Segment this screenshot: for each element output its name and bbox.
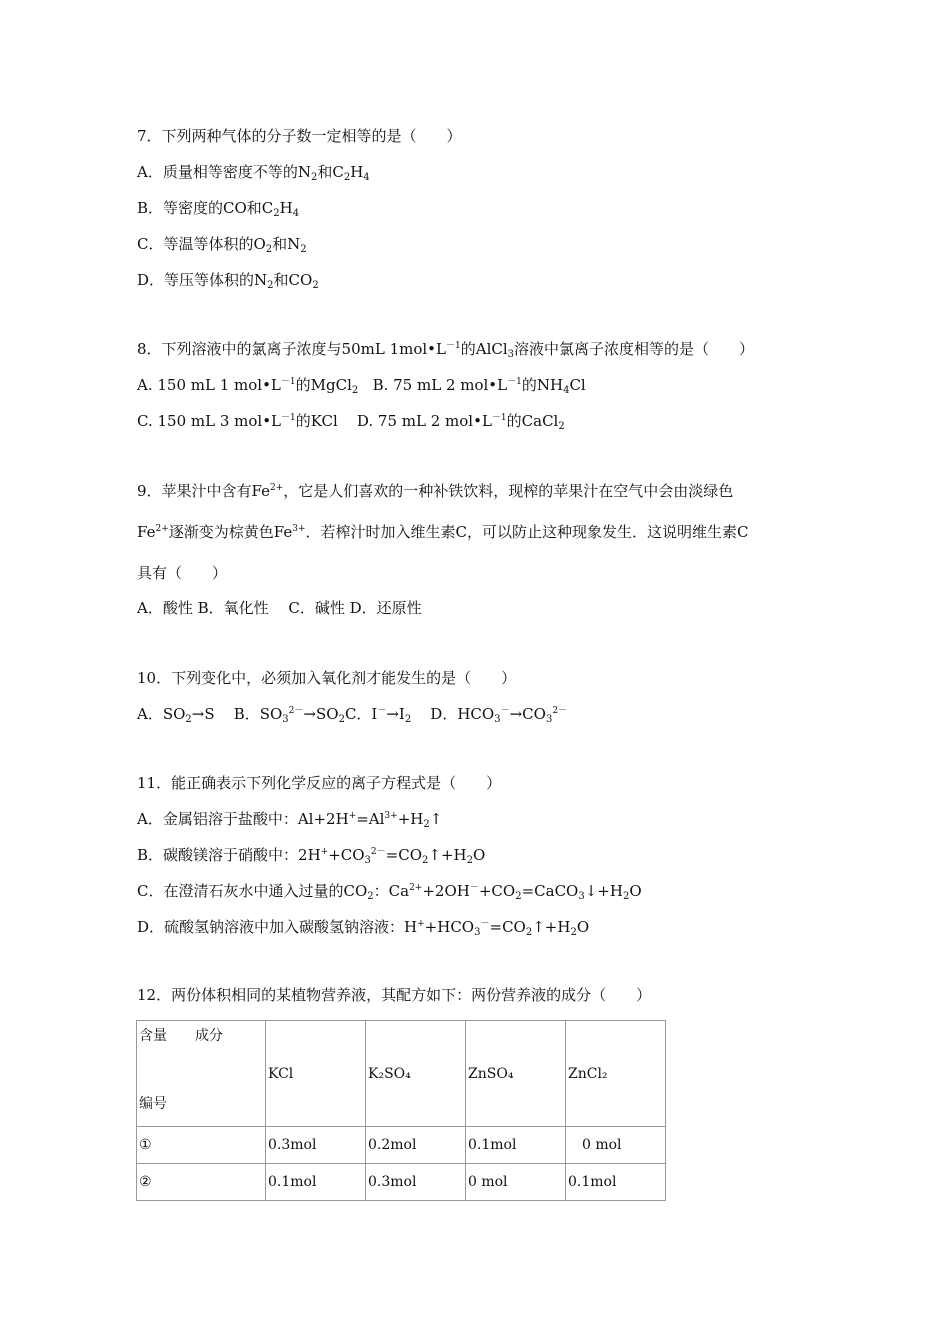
q9-stem-line2: $Fe^{2+}$逐渐变为棕黄色$Fe^{3+}$．若榨汁时加入维生素C，可以防止这种现象发生．这说明维生素C [137, 523, 749, 541]
q11-option-d: D．硫酸氢钠溶液中加入碳酸氢钠溶液：$H^++HCO_3^-=CO_2↑+H_2O$ [137, 918, 590, 938]
header-kcl: KCl [266, 1021, 366, 1127]
header-zncl2: ZnCl₂ [566, 1021, 666, 1127]
table-cell: 0 mol [466, 1164, 566, 1201]
table-header-row [137, 1021, 666, 1127]
q9-stem-line1: 9．苹果汁中含有$Fe^{2+}$，它是人们喜欢的一种补铁饮料，现榨的苹果汁在空气中会由淡绿色 [137, 482, 734, 500]
q12-stem: 12．两份体积相同的某植物营养液，其配方如下：两份营养液的成分（ ） [137, 986, 652, 1004]
header-k2so4: K₂SO₄ [366, 1021, 466, 1127]
q11-option-b: B．碳酸镁溶于硝酸中：$2H^++CO_3^{2-}=CO_2↑+H_2O$ [137, 846, 486, 866]
table-cell: 0.3mol [266, 1127, 366, 1164]
q7-stem: 7．下列两种气体的分子数一定相等的是（ ） [137, 127, 462, 145]
q8-stem: 8．下列溶液中的氯离子浓度与50mL $1mol•L^{-1}$的AlCl$_3$溶液中氯离子浓度相等的是（ ） [137, 340, 755, 360]
corner-label-bottom: 编号 [139, 1096, 167, 1112]
table-cell: 0.3mol [366, 1164, 466, 1201]
table-cell: 0.1mol [466, 1127, 566, 1164]
nutrient-table [136, 1020, 666, 1201]
q7-option-b: B．等密度的CO和$C_2H_4$ [137, 199, 300, 219]
table-corner-cell [137, 1021, 266, 1127]
table-row [137, 1127, 666, 1164]
q7-option-a: A．质量相等密度不等的$N_2$和$C_2H_4$ [137, 163, 370, 183]
q7-option-d: D．等压等体积的$N_2$和$CO_2$ [137, 271, 319, 291]
q11-option-c: C．在澄清石灰水中通入过量的$CO_2$：$Ca^{2+}+2OH^-+CO_2=CaCO_3↓+H_2O$ [137, 882, 642, 902]
q11-stem: 11．能正确表示下列化学反应的离子方程式是（ ） [137, 774, 502, 792]
q8-options-ab: A. 150 mL 1 $mol•L^{-1}$的MgCl$_2$ B. 75 mL 2 $mol•L^{-1}$的$NH_4Cl$ [137, 376, 586, 396]
row-label: ① [137, 1127, 266, 1164]
q9-options: A．酸性 B．氧化性 C．碱性 D．还原性 [137, 599, 422, 617]
table-cell: 0.1mol [566, 1164, 666, 1201]
q11-option-a: A．金属铝溶于盐酸中：$Al+2H^+=Al^{3+}+H_2↑$ [137, 810, 443, 830]
q7-option-c: C．等温等体积的$O_2$和$N_2$ [137, 235, 307, 255]
corner-label-top: 含量 成分 [139, 1028, 223, 1044]
header-znso4: ZnSO₄ [466, 1021, 566, 1127]
q9-stem-line3: 具有（ ） [137, 564, 228, 582]
table-row [137, 1164, 666, 1201]
q10-options: A．$SO_2\to S$ B．$SO_3^{2-}\to SO_2C$．$I^-\to I_2$ D．$HCO_3^-\to CO_3^{2-}$ [137, 705, 568, 725]
q10-stem: 10．下列变化中，必须加入氧化剂才能发生的是（ ） [137, 669, 517, 687]
table-cell: 0.1mol [266, 1164, 366, 1201]
table-cell: 0 mol [566, 1127, 666, 1164]
table-cell: 0.2mol [366, 1127, 466, 1164]
row-label: ② [137, 1164, 266, 1201]
q8-options-cd: C. 150 mL 3 $mol•L^{-1}$的KCl D. 75 mL 2 $mol•L^{-1}$的CaCl$_2$ [137, 412, 565, 432]
